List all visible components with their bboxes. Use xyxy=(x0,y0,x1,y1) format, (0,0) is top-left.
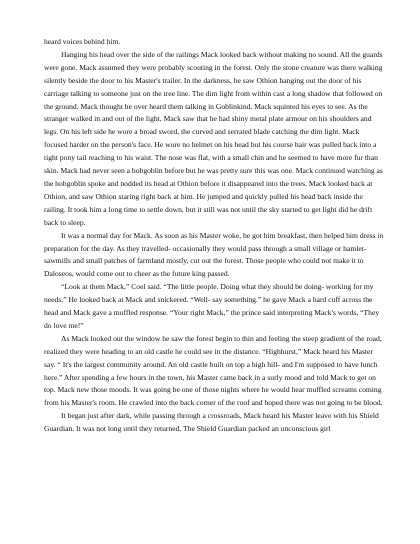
paragraph-3: It was a normal day for Mack. As soon as his Master woke, he got him breakfast, then helped him dress in preparation for the day. As they travelled- occasionally they would pass through a small village or hamlet- sawmills and small patches of farmland mostly, cut out the forest. Those people who could not make it to Daloseos, would come out to cheer as the future king passed. xyxy=(44,230,384,279)
paragraph-4: “Look at them Mack,” Coel said. “The little people. Doing what they should be doing- working for my needs.” He looked back at Mack and snickered. “Well- say something.” he gave Mack a hard cuff across the head and Mack gave a muffled response. “Your right Mack,” the prince said interpreting Mack's words, “They do love me!” xyxy=(44,282,380,330)
paragraph-6: It began just after dark, while passing through a crossroads, Mack heard his Master leave with his Shield Guardian. It was not long until they returned. The Shield Guardian packed an unconscious girl xyxy=(44,411,379,434)
paragraph-1: heard voices behind him. xyxy=(44,37,121,46)
paragraph-2: Hanging his head over the side of the railings Mack looked back without making no sound. All the guards were gone. Mack assumed they were probably scouting in the forest. Only the stone creature was there walking silently beside the door to his Master's trailer. In the darkness, he saw Othion hanging out the door of his carriage talking to someone just on the tree line. The dim light from within cast a long shadow that followed on the ground. Mack thought he over heard them talking in Goblinkind. Mack squinted his eyes to see. As the stranger walked in and out of the light, Mack saw that he had shiny metal plate armour on his shoulders and legs. On his left side he wore a broad sword, the curved and serrated blade catching the dim light. Mack focused harder on the person's face. He wore no helmet on his head but his course hair was pulled back into a tight pony tail reaching to his waist. The nose was flat, with a small chin and he seemed to have more fur than skin. Mack had never seen a hobgoblin before but he was pretty sure this was one. Mack continued watching as the hobgoblin spoke and nodded its head at Othion before it disappeared into the trees. Mack looked back at Othion, and saw Othion staring right back at him. He jumped and quickly pulled his head back inside the railing. It took him a long time to settle down, but it still was not until the sky started to get light did he drift back to sleep. xyxy=(44,49,383,227)
paragraph-5: As Mack looked out the window he saw the forest begin to thin and feeling the steep gradient of the road, realized they were heading to an old castle he could see in the distance. “Highhurst,” Mack heard his Master say. “ It's the largest community around. An old castle built on top a high hill- and I'm supposed to have lunch here.” After spending a few hours in the town, his Master came back in a surly mood and told Mack to get on top. Mack new those moods. It was going be one of those nights where he would hear muffled screams coming from his Master's room. He crawled into the back corner of the roof and hoped there was not going to be blood. xyxy=(44,333,383,408)
